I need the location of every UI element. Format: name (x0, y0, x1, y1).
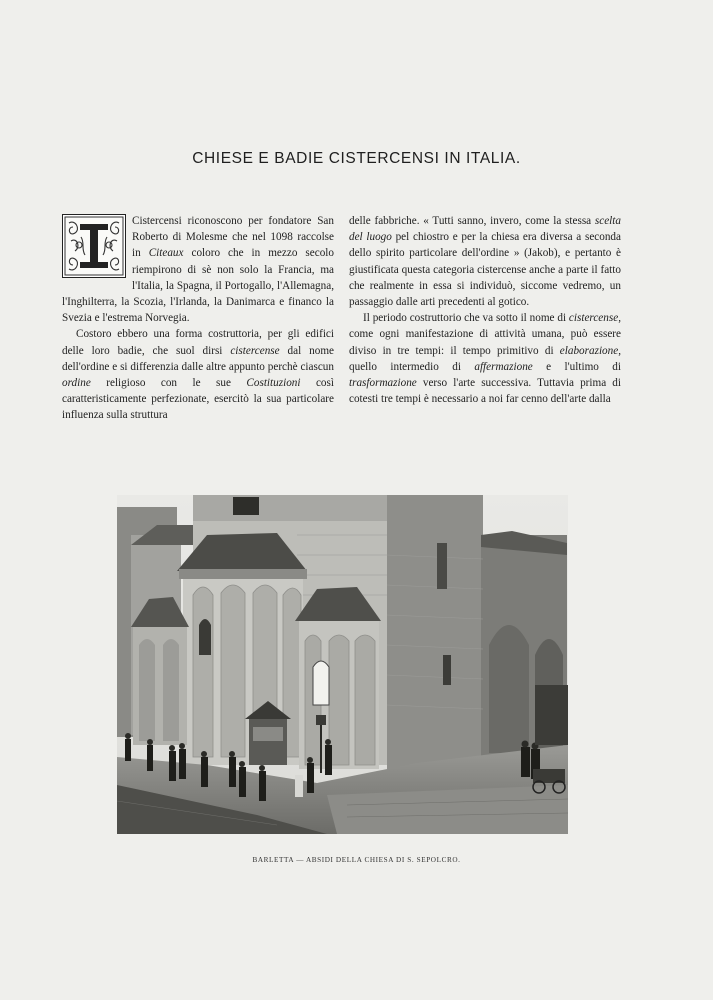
text-run-italic: cistercense (568, 312, 619, 325)
left-column (62, 213, 334, 424)
text-run-italic: Citeaux (148, 247, 184, 260)
page-title: CHIESE E BADIE CISTERCENSI IN ITALIA. (192, 150, 521, 167)
paragraph-4 (349, 310, 621, 407)
text-run-italic: elaborazione (559, 344, 619, 357)
paragraph-3 (349, 213, 621, 310)
ornamental-initial-icon (63, 215, 125, 277)
paragraph-2 (62, 326, 334, 423)
text-run: Cistercensi riconoscono per fondatore San Roberto di Molesme che nel 1098 raccolse in (132, 215, 334, 260)
photo-caption: BARLETTA — ABSIDI DELLA CHIESA DI S. SEPOLCRO. (252, 856, 461, 864)
text-run-italic: cistercense (230, 344, 280, 357)
text-run: dal nome dell'ordine e si differenzia dalle altre appunto perchè ciascun (62, 344, 334, 373)
church-photograph (117, 495, 568, 834)
text-run: religioso con le sue (90, 377, 247, 390)
text-run-italic: affermazione (474, 360, 533, 373)
text-run-italic: scelta del luogo (349, 215, 621, 244)
paragraph-1 (62, 213, 334, 326)
text-run: coloro che in mezzo secolo riempirono di sè non solo la Francia, ma l'Italia, la Spagna, il Portogallo, l'Allemagna, l'Inghilterra, la Scozia, l'Irlanda, la Danimarca e financo la Svezia e l'estrema Norvegia. (62, 247, 334, 325)
church-apse-illustration (117, 495, 568, 834)
text-run-italic: trasformazione (349, 377, 417, 390)
right-column (349, 213, 621, 407)
text-run: Il periodo costruttorio che va sotto il nome di (363, 312, 569, 325)
text-run-italic: Costituzioni (246, 377, 301, 390)
text-run: delle fabbriche. « Tutti sanno, invero, come la stessa (349, 215, 595, 227)
text-run: così caratteristicamente perfezionate, esercitò la sua particolare influenza sulla struttura (62, 377, 334, 422)
text-run: pel chiostro e per la chiesa era diversa a seconda dello spirito particolare dell'ordine » (Jakob), e pertanto è giustificata questa categoria cistercense anche a parte il fatto che realmente in essa si individuò, siccome vedremo, un passaggio dalle arti precedenti al gotico. (349, 231, 621, 309)
text-run: , quello intermedio di (349, 344, 621, 373)
text-run: Costoro ebbero una forma costruttoria, per gli edifici delle loro badie, che suol dirsi (62, 328, 334, 357)
text-run: verso l'arte successiva. Tuttavia prima di cotesti tre tempi è necessario a noi far cenno dell'arte dalla (349, 377, 621, 406)
text-run-italic: ordine (62, 377, 91, 390)
text-run: , come ogni manifestazione di attività umana, può essere diviso in tre tempi: il tempo primitivo di (349, 312, 621, 357)
decorated-initial (62, 214, 126, 278)
text-run: e l'ultimo di (532, 360, 621, 373)
